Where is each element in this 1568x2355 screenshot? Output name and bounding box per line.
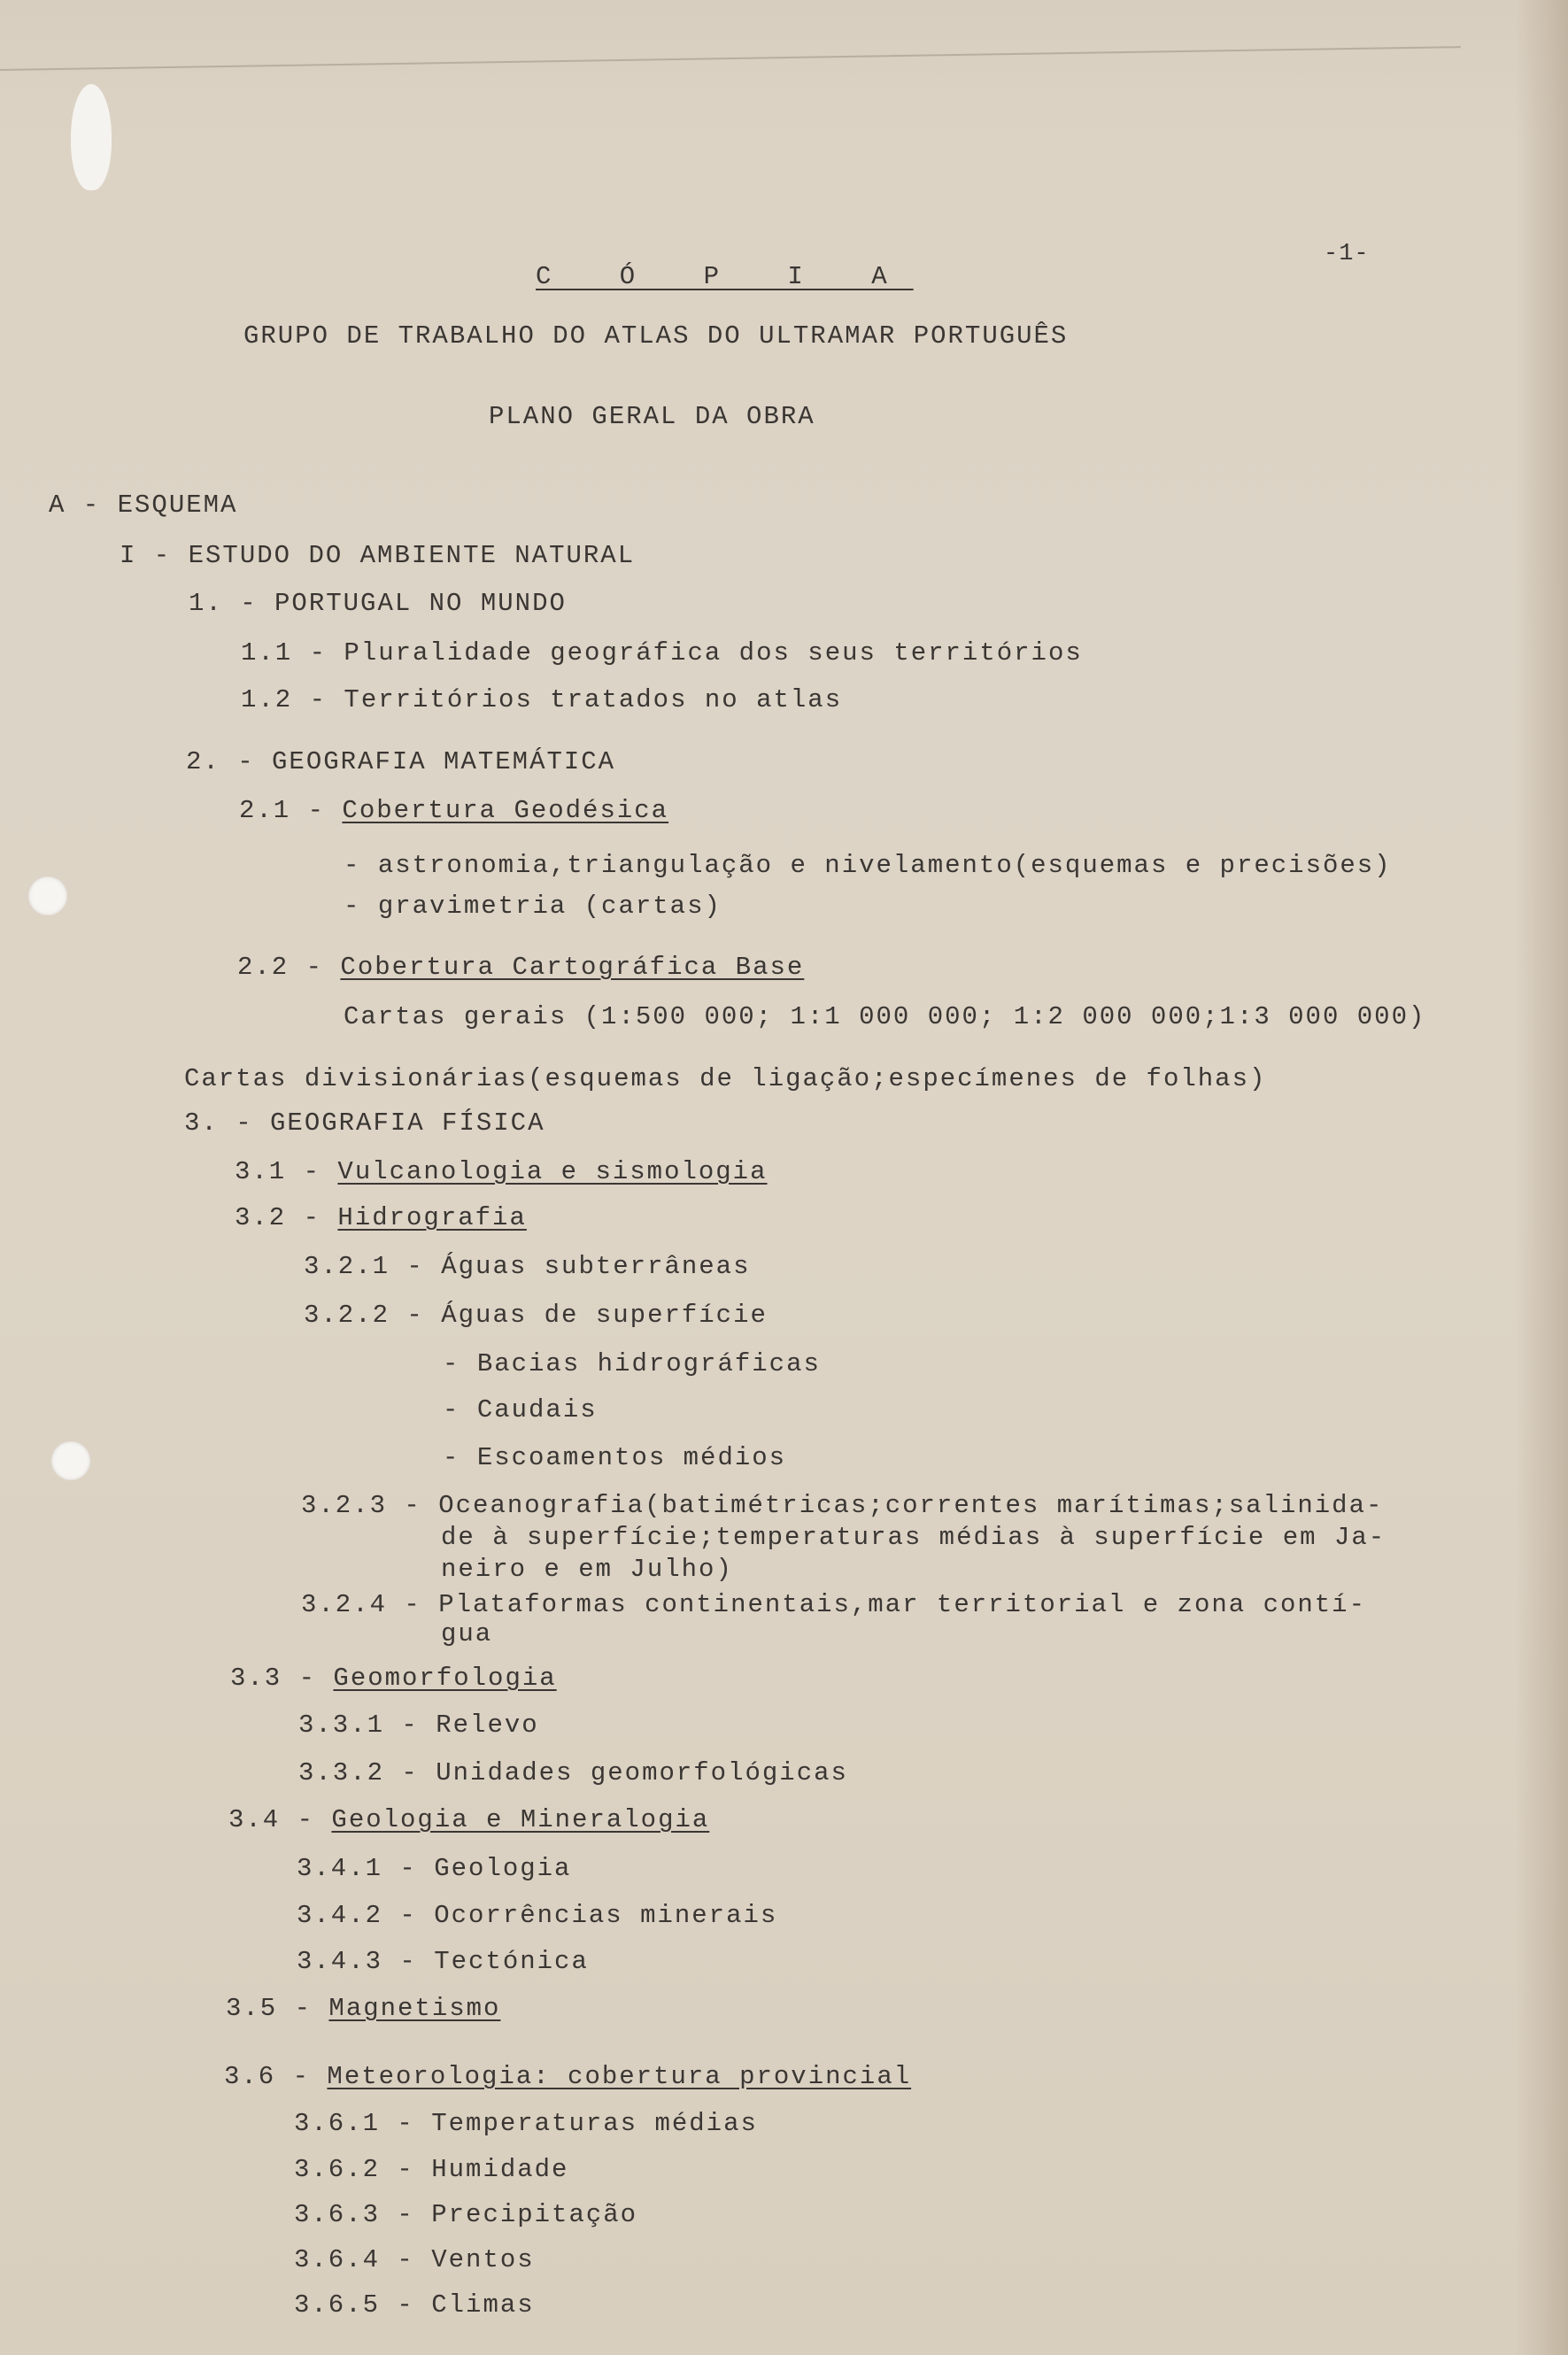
item-number: 3.5 -	[226, 1994, 313, 2023]
item-number: 3.6 -	[224, 2062, 311, 2091]
outline-line	[443, 1444, 786, 1472]
page-number: -1-	[1324, 241, 1370, 267]
outline-line	[120, 542, 635, 570]
item-text: Meteorologia: cobertura provincial	[327, 2062, 912, 2091]
item-number: 3.3 -	[230, 1664, 317, 1693]
outline-line	[441, 1620, 492, 1648]
item-text: Cobertura Geodésica	[342, 796, 669, 825]
item-number: 3.6.5 -	[294, 2290, 414, 2320]
fold-line	[0, 46, 1461, 71]
item-text: Águas subterrâneas	[441, 1252, 751, 1281]
item-text: Climas	[431, 2290, 535, 2320]
outline-line	[344, 852, 1392, 880]
outline-line	[294, 2110, 758, 2138]
item-number: -	[344, 851, 361, 880]
item-number: 3.2.1 -	[304, 1252, 424, 1281]
item-number: 3.6.4 -	[294, 2245, 414, 2274]
outline-line	[304, 1301, 768, 1330]
item-number: 3.2.4 -	[301, 1590, 421, 1619]
item-text: Escoamentos médios	[476, 1443, 787, 1472]
outline-line	[189, 590, 567, 618]
item-text: Geologia	[434, 1854, 572, 1883]
outline-line	[294, 2246, 535, 2274]
outline-line	[184, 1065, 1266, 1093]
item-number: 3. -	[184, 1108, 253, 1138]
item-text: ESQUEMA	[117, 490, 238, 520]
item-text: GEOGRAFIA FÍSICA	[270, 1108, 545, 1138]
item-text: gua	[441, 1619, 493, 1648]
item-text: Territórios tratados no atlas	[344, 685, 843, 714]
outline-line	[297, 1948, 589, 1976]
item-text: neiro e em Julho)	[441, 1555, 733, 1584]
document-title: C Ó P I A	[536, 262, 914, 291]
plan-heading: PLANO GERAL DA OBRA	[489, 402, 815, 431]
item-text: Ventos	[431, 2245, 535, 2274]
item-text: Oceanografia(batimétricas;correntes marítimas;salinida-	[438, 1491, 1384, 1520]
item-text: Geologia e Mineralogia	[331, 1805, 710, 1834]
outline-line	[344, 1003, 1425, 1031]
item-text: Geomorfologia	[333, 1664, 557, 1693]
outline-line	[184, 1109, 545, 1138]
item-number: 3.6.1 -	[294, 2109, 414, 2138]
item-text: GEOGRAFIA MATEMÁTICA	[272, 747, 616, 776]
outline-line	[186, 748, 615, 776]
group-heading: GRUPO DE TRABALHO DO ATLAS DO ULTRAMAR PORTUGUÊS	[243, 321, 1069, 351]
item-text: Ocorrências minerais	[434, 1901, 778, 1930]
outline-line	[235, 1158, 768, 1186]
item-text: Magnetismo	[328, 1994, 501, 2023]
item-text: Tectónica	[434, 1947, 589, 1976]
item-text: Bacias hidrográficas	[476, 1349, 821, 1378]
outline-line	[304, 1253, 751, 1281]
outline-line	[235, 1204, 527, 1232]
item-text: Vulcanologia e sismologia	[337, 1157, 768, 1186]
outline-line	[241, 686, 842, 714]
outline-line	[443, 1396, 598, 1425]
item-number: -	[344, 892, 361, 921]
item-number: I -	[120, 541, 172, 570]
outline-line	[230, 1664, 557, 1693]
item-text: Unidades geomorfológicas	[436, 1758, 848, 1787]
item-text: Cobertura Cartográfica Base	[340, 953, 805, 982]
punch-hole-top	[28, 876, 67, 915]
outline-line	[239, 797, 668, 825]
item-number: -	[443, 1443, 460, 1472]
item-text: de à superfície;temperaturas médias à superfície em Ja-	[441, 1523, 1386, 1552]
outline-line	[224, 2063, 911, 2091]
item-number: 3.1 -	[235, 1157, 321, 1186]
item-text: Águas de superfície	[441, 1301, 768, 1330]
item-number: 3.3.1 -	[298, 1710, 419, 1740]
outline-line	[294, 2291, 535, 2320]
outline-line	[49, 491, 237, 520]
item-text: Plataformas continentais,mar territorial e zona contí-	[438, 1590, 1366, 1619]
item-number: 3.2.3 -	[301, 1491, 421, 1520]
item-text: Temperaturas médias	[431, 2109, 758, 2138]
outline-line	[344, 892, 722, 921]
item-text: Caudais	[476, 1395, 598, 1425]
item-number: 3.3.2 -	[298, 1758, 419, 1787]
item-text: Precipitação	[431, 2200, 638, 2229]
outline-line	[241, 639, 1083, 668]
outline-line	[441, 1524, 1386, 1552]
outline-line	[294, 2156, 568, 2184]
item-number: 2.2 -	[237, 953, 324, 982]
item-text: astronomia,triangulação e nivelamento(esquemas e precisões)	[377, 851, 1392, 880]
item-text: ESTUDO DO AMBIENTE NATURAL	[188, 541, 636, 570]
item-text: Humidade	[431, 2155, 569, 2184]
outline-line	[297, 1902, 777, 1930]
outline-line	[237, 954, 804, 982]
item-number: 3.6.2 -	[294, 2155, 414, 2184]
outline-line	[228, 1806, 709, 1834]
item-text: Pluralidade geográfica dos seus territórios	[344, 638, 1083, 668]
item-number: 2. -	[186, 747, 255, 776]
item-number: -	[443, 1395, 460, 1425]
item-text: Cartas gerais (1:500 000; 1:1 000 000; 1:2 000 000;1:3 000 000)	[344, 1002, 1426, 1031]
paper-edge-shadow	[1515, 0, 1568, 2355]
outline-line	[297, 1855, 571, 1883]
item-number: 3.4 -	[228, 1805, 315, 1834]
item-text: PORTUGAL NO MUNDO	[274, 589, 567, 618]
outline-line	[298, 1711, 539, 1740]
item-text: Hidrografia	[337, 1203, 527, 1232]
item-number: 3.4.3 -	[297, 1947, 417, 1976]
paper-tear	[71, 84, 112, 190]
item-text: gravimetria (cartas)	[377, 892, 722, 921]
outline-line	[301, 1591, 1366, 1619]
item-text: Cartas divisionárias(esquemas de ligação;especímenes de folhas)	[184, 1064, 1267, 1093]
outline-line	[441, 1556, 733, 1584]
item-number: 2.1 -	[239, 796, 326, 825]
outline-line	[298, 1759, 848, 1787]
item-text: Relevo	[436, 1710, 539, 1740]
item-number: 3.4.1 -	[297, 1854, 417, 1883]
item-number: 1.2 -	[241, 685, 328, 714]
item-number: 1. -	[189, 589, 258, 618]
outline-line	[294, 2201, 637, 2229]
item-number: 3.6.3 -	[294, 2200, 414, 2229]
outline-line	[443, 1350, 821, 1378]
outline-line	[301, 1492, 1383, 1520]
outline-line	[226, 1995, 500, 2023]
item-number: 1.1 -	[241, 638, 328, 668]
punch-hole-bottom	[51, 1441, 90, 1480]
item-number: 3.2 -	[235, 1203, 321, 1232]
item-number: 3.2.2 -	[304, 1301, 424, 1330]
item-number: -	[443, 1349, 460, 1378]
item-number: 3.4.2 -	[297, 1901, 417, 1930]
item-number: A -	[49, 490, 101, 520]
